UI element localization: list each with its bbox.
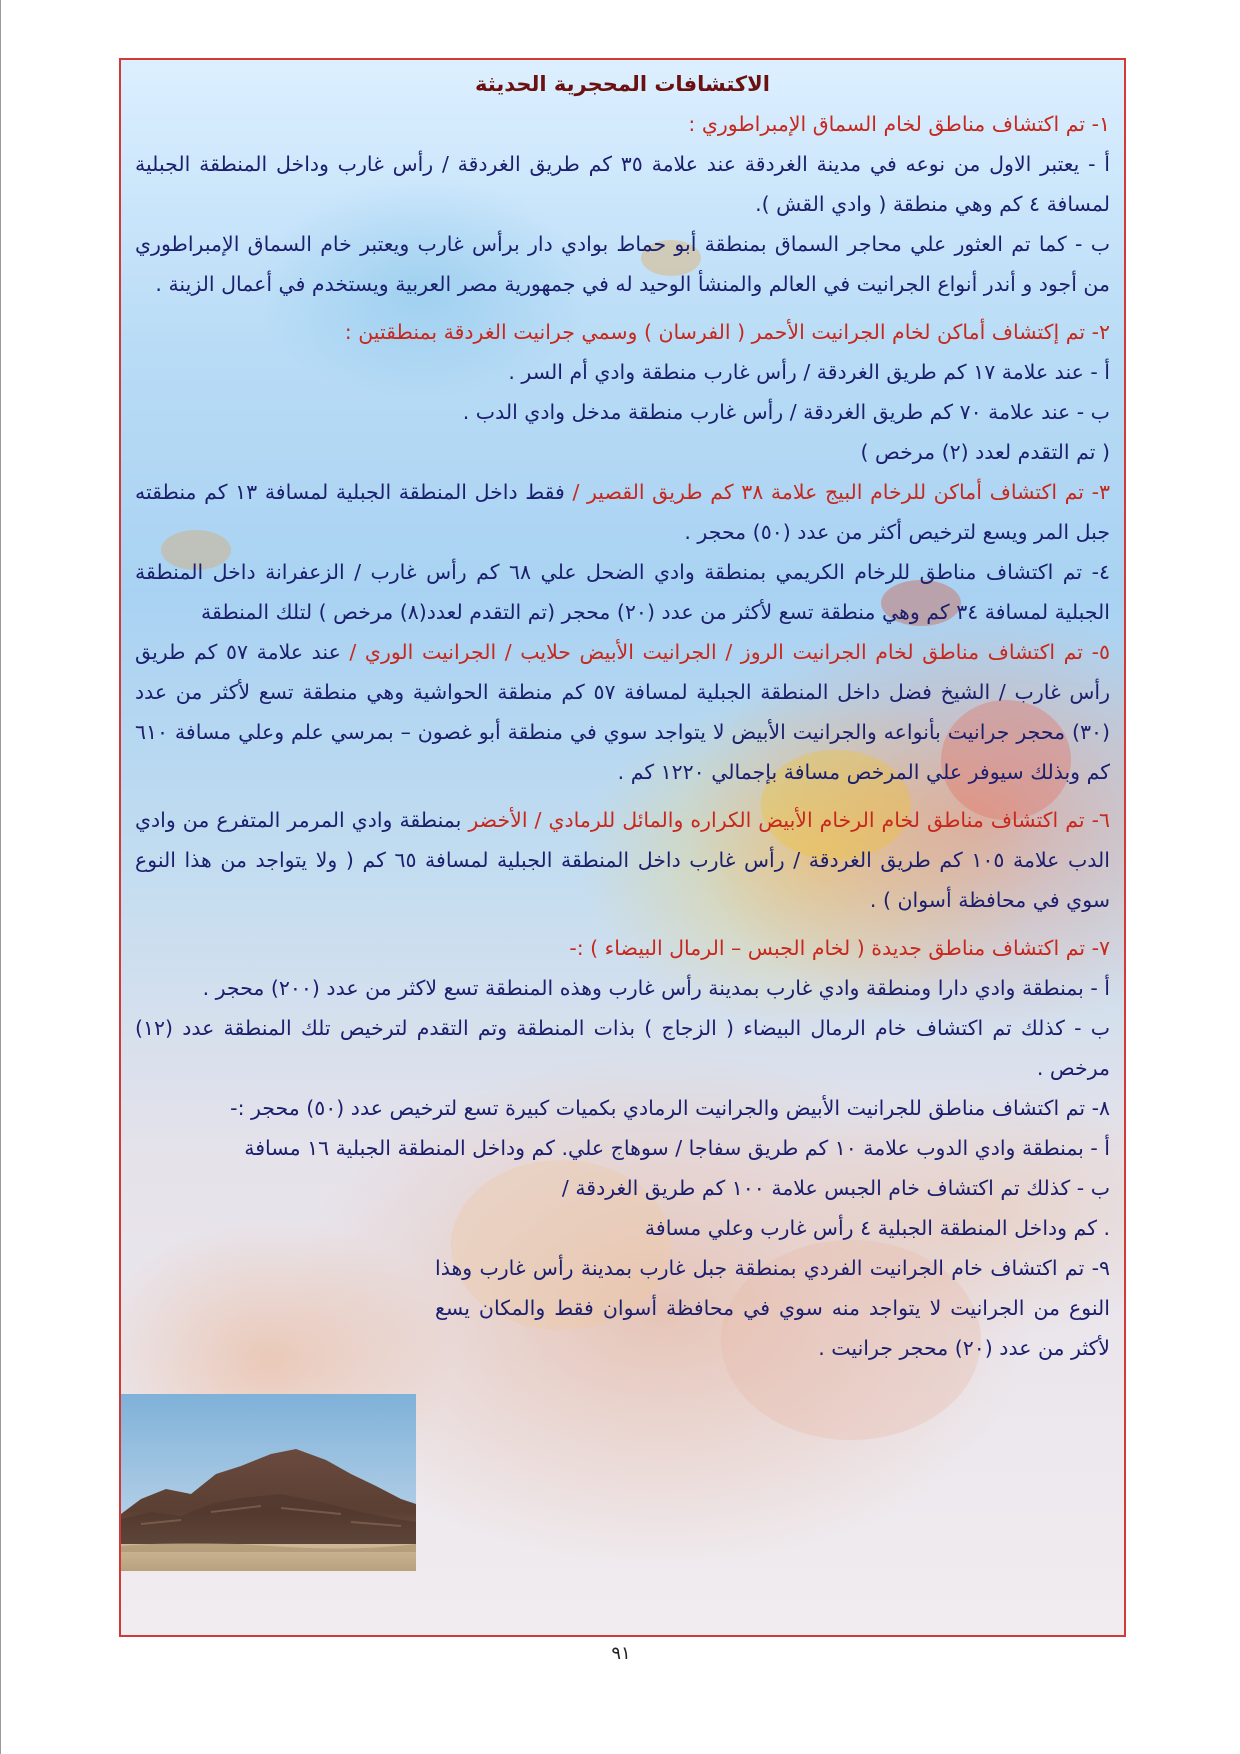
section-text: بمنطقة وادي المرمر المتفرع من وادي الدب علامة ١٠٥ كم طريق الغردقة / رأس غارب داخل المنطقة الجبلية لمسافة ٦٥ كم ( ولا يتواجد من هذا النوع سوي في محافظة أسوان ) .: [135, 808, 1110, 912]
section-line: ب - كذلك تم اكتشاف خام الجبس علامة ١٠٠ كم طريق الغردقة /: [561, 1176, 1110, 1200]
section-paragraph: ٨- تم اكتشاف مناطق للجرانيت الأبيض والجرانيت الرمادي بكميات كبيرة تسع لترخيص عدد (٥٠) محجر :-: [230, 1096, 1110, 1120]
section-paragraph: [135, 472, 1110, 552]
section-heading: ١- تم اكتشاف مناطق لخام السماق الإمبراطوري :: [688, 112, 1110, 136]
section-line: ب - كما تم العثور علي محاجر السماق بمنطقة أبو حماط بوادي دار برأس غارب ويعتبر خام السماق الإمبراطوري من أجود و أندر أنواع الجرانيت في العالم والمنشأ الوحيد له في جمهورية مصر العربية ويستخدم في أعمال الزينة .: [135, 232, 1110, 296]
section-line: أ - بمنطقة وادي دارا ومنطقة وادي غارب بمدينة رأس غارب وهذه المنطقة تسع لاكثر من عدد (٢٠٠) محجر .: [202, 976, 1110, 1000]
section-line: ( تم التقدم لعدد (٢) مرخص ): [860, 440, 1110, 464]
page-title: الاكتشافات المحجرية الحديثة: [475, 72, 770, 96]
section-paragraph: ٤- تم اكتشاف مناطق للرخام الكريمي بمنطقة وادي الضحل علي ٦٨ كم رأس غارب / الزعفرانة داخل المنطقة الجبلية لمسافة ٣٤ كم وهي منطقة تسع لأكثر من عدد (٢٠) محجر (تم التقدم لعدد(٨) مرخص ) لتلك المنطقة: [135, 560, 1110, 624]
section-line: ب - كذلك تم اكتشاف خام الرمال البيضاء ( الزجاج ) بذات المنطقة وتم التقدم لترخيص تلك المنطقة عدد (١٢) مرخص .: [135, 1016, 1110, 1080]
section-line: أ - عند علامة ١٧ كم طريق الغردقة / رأس غارب منطقة وادي أم السر .: [508, 360, 1110, 384]
section-line: . كم وداخل المنطقة الجبلية ٤ رأس غارب وعلي مسافة: [644, 1216, 1110, 1240]
section-heading: ٧- تم اكتشاف مناطق جديدة ( لخام الجبس – الرمال البيضاء ) :-: [569, 936, 1110, 960]
section-heading: ٥- تم اكتشاف مناطق لخام الجرانيت الروز / الجرانيت الأبيض حلايب / الجرانيت الوري /: [349, 640, 1110, 664]
mountain-photo: [121, 1394, 416, 1571]
content-frame: [119, 58, 1126, 1637]
mountain-image: [121, 1394, 416, 1571]
section-paragraph: [135, 632, 1110, 792]
section-heading: ٣- تم اكتشاف أماكن للرخام البيج علامة ٣٨ كم طريق القصير /: [572, 480, 1111, 504]
section-paragraph: ٩- تم اكتشاف خام الجرانيت الفردي بمنطقة جبل غارب بمدينة رأس غارب وهذا النوع من الجرانيت لا يتواجد منه سوي في محافظة أسوان فقط والمكان يسع لأكثر من عدد (٢٠) محجر جرانيت .: [435, 1256, 1110, 1360]
section-heading: ٦- تم اكتشاف مناطق لخام الرخام الأبيض الكراره والمائل للرمادي / الأخضر: [468, 808, 1110, 832]
page-number: ٩١: [611, 1643, 631, 1664]
section-text: فقط داخل المنطقة الجبلية لمسافة ١٣ كم منطقته جبل المر ويسع لترخيص أكثر من عدد (٥٠) محجر .: [135, 480, 1110, 544]
document-body: [135, 64, 1110, 1368]
section-line: ب - عند علامة ٧٠ كم طريق الغردقة / رأس غارب منطقة مدخل وادي الدب .: [462, 400, 1110, 424]
section-line: أ - يعتبر الاول من نوعه في مدينة الغردقة عند علامة ٣٥ كم طريق الغردقة / رأس غارب وداخل المنطقة الجبلية لمسافة ٤ كم وهي منطقة ( وادي القش ).: [135, 152, 1110, 216]
section-heading: ٢- تم إكتشاف أماكن لخام الجرانيت الأحمر ( الفرسان ) وسمي جرانيت الغردقة بمنطقتين :: [344, 320, 1110, 344]
section-paragraph: [135, 800, 1110, 920]
section-line: أ - بمنطقة وادي الدوب علامة ١٠ كم طريق سفاجا / سوهاج علي. كم وداخل المنطقة الجبلية ١٦ مسافة: [244, 1136, 1110, 1160]
section-text: عند علامة ٥٧ كم طريق رأس غارب / الشيخ فضل داخل المنطقة الجبلية لمسافة ٥٧ كم منطقة الحواشية وهي منطقة تسع لأكثر من عدد (٣٠) محجر جرانيت بأنواعه والجرانيت الأبيض لا يتواجد سوي في منطقة أبو غصون – بمرسي علم وعلي مسافة ٦١٠ كم وبذلك سيوفر علي المرخص مسافة بإجمالي ١٢٢٠ كم .: [135, 640, 1110, 784]
